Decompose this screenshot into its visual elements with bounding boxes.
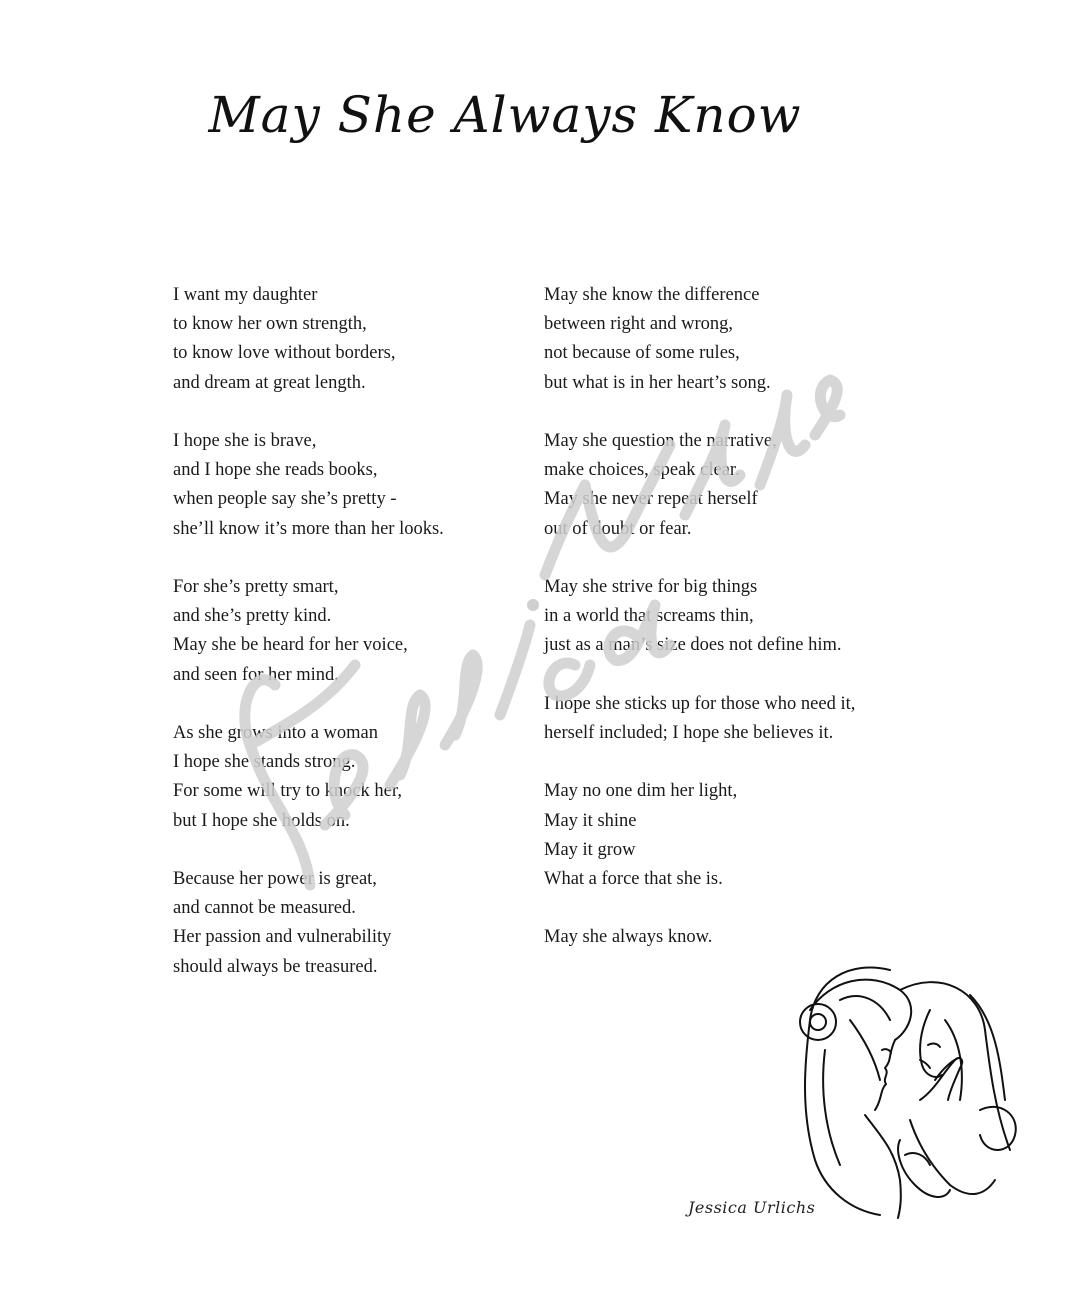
- stanza: [173, 281, 503, 398]
- poem-line: when people say she’s pretty -: [173, 489, 397, 510]
- stanza: [544, 923, 904, 952]
- poem-line: May no one dim her light,: [544, 781, 738, 802]
- poem-line: but I hope she holds on.: [173, 810, 350, 831]
- stanza: [173, 719, 503, 836]
- poem-line: make choices, speak clear.: [544, 460, 740, 481]
- poem-line: I want my daughter: [173, 285, 318, 305]
- poem-column-left: [173, 281, 503, 1011]
- poem-line: May she strive for big things: [544, 577, 758, 597]
- poem-line: I hope she stands strong.: [173, 752, 356, 773]
- poem-line: should always be treasured.: [173, 956, 378, 977]
- poem-line: to know love without borders,: [173, 343, 396, 364]
- poem-line: she’ll know it’s more than her looks.: [173, 518, 444, 539]
- signature: Jessica Urlichs: [688, 1198, 816, 1217]
- stanza: [544, 427, 904, 544]
- poem-line: not because of some rules,: [544, 343, 740, 364]
- poem-line: and she’s pretty kind.: [173, 606, 332, 627]
- poem-line: May she question the narrative,: [544, 431, 777, 451]
- poem-line: May it grow: [544, 839, 636, 860]
- poem-line: May it shine: [544, 810, 637, 831]
- poem-line: and seen for her mind.: [173, 664, 339, 685]
- poem-line: May she know the difference: [544, 285, 760, 305]
- poem-line: out of doubt or fear.: [544, 518, 692, 539]
- poem-line: herself included; I hope she believes it.: [544, 723, 834, 743]
- poem-line: I hope she sticks up for those who need it,: [544, 693, 856, 714]
- stanza: [173, 573, 503, 690]
- poem-line: Because her power is great,: [173, 869, 377, 889]
- stanza: [544, 690, 904, 748]
- poem-title: May She Always Know: [208, 86, 802, 144]
- poem-column-right: [544, 281, 904, 982]
- stanza: [173, 427, 503, 544]
- poem-line: For some will try to knock her,: [173, 781, 402, 802]
- poem-line: May she always know.: [544, 927, 713, 948]
- poem-line: just as a man’s size does not define him.: [544, 635, 842, 656]
- poem-line: As she grows into a woman: [173, 723, 379, 743]
- poem-line: May she be heard for her voice,: [173, 635, 408, 656]
- poem-line: For she’s pretty smart,: [173, 577, 339, 597]
- poem-line: and dream at great length.: [173, 372, 366, 393]
- poem-line: in a world that screams thin,: [544, 606, 754, 627]
- poem-line: May she never repeat herself: [544, 489, 758, 510]
- poem-line: What a force that she is.: [544, 869, 723, 889]
- poem-line: but what is in her heart’s song.: [544, 372, 771, 393]
- poem-line: between right and wrong,: [544, 314, 734, 335]
- stanza: [544, 281, 904, 398]
- stanza: [544, 777, 904, 894]
- poem-line: I hope she is brave,: [173, 431, 317, 451]
- stanza: [544, 573, 904, 661]
- poem-line: and I hope she reads books,: [173, 460, 378, 481]
- poem-line: Her passion and vulnerability: [173, 927, 392, 948]
- mother-daughter-line-drawing: [770, 950, 1030, 1220]
- poem-line: to know her own strength,: [173, 314, 367, 335]
- stanza: [173, 865, 503, 982]
- poem-line: and cannot be measured.: [173, 898, 356, 919]
